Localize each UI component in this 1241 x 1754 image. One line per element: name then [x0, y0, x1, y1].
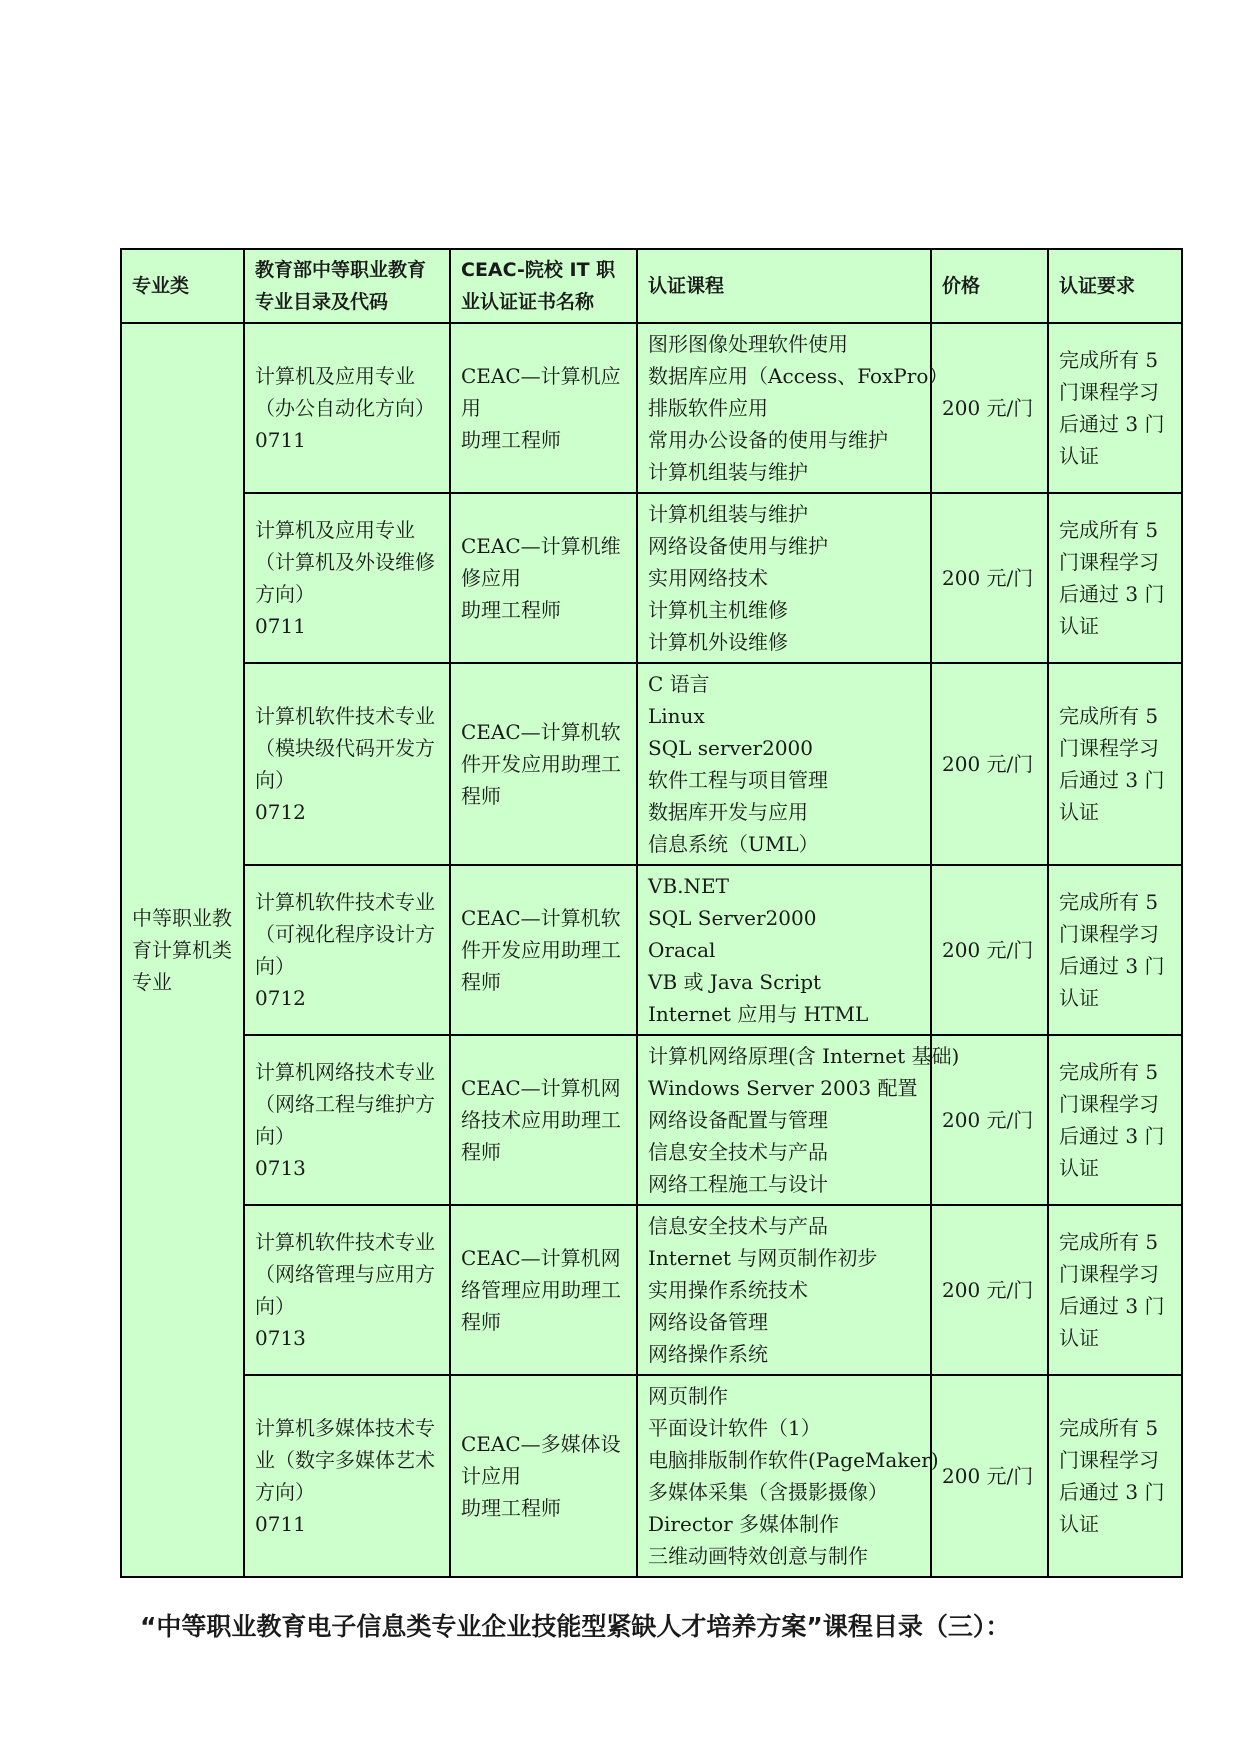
category-cell: 中等职业教育计算机类专业: [121, 323, 244, 1577]
major-cell: [244, 1205, 450, 1375]
major-cell-line: 0711: [255, 428, 306, 452]
courses-cell: [637, 1375, 939, 1577]
major-cell: [244, 663, 450, 865]
courses-cell-line: 网络工程施工与设计: [648, 1172, 828, 1196]
requirement-cell: 完成所有 5 门课程学习后通过 3 门认证: [1048, 1035, 1182, 1205]
courses-cell-line: 实用网络技术: [648, 566, 768, 590]
cert-cell-line: CEAC—多媒体设计应用: [461, 1432, 621, 1488]
cert-cell-line: 助理工程师: [461, 428, 561, 452]
cert-cell: [450, 323, 637, 493]
courses-cell-line: 数据库应用（Access、FoxPro）: [648, 364, 949, 388]
cert-cell-line: CEAC—计算机软件开发应用助理工程师: [461, 906, 621, 994]
major-cell: [244, 323, 450, 493]
price-cell: 200 元/门: [931, 1205, 1048, 1375]
courses-cell-line: 数据库开发与应用: [648, 800, 808, 824]
major-cell-line: 计算机软件技术专业（网络管理与应用方向）: [255, 1230, 435, 1318]
courses-cell-line: VB.NET: [648, 874, 729, 898]
major-cell-line: 0711: [255, 1512, 306, 1536]
major-cell: [244, 1375, 450, 1577]
cert-cell: [450, 1035, 637, 1205]
requirement-cell: 完成所有 5 门课程学习后通过 3 门认证: [1048, 1205, 1182, 1375]
requirement-cell: 完成所有 5 门课程学习后通过 3 门认证: [1048, 1375, 1182, 1577]
courses-cell-line: 软件工程与项目管理: [648, 768, 828, 792]
table-row: [121, 1205, 1182, 1375]
cert-cell-line: CEAC—计算机软件开发应用助理工程师: [461, 720, 621, 808]
price-cell: 200 元/门: [931, 865, 1048, 1035]
courses-cell-line: Director 多媒体制作: [648, 1512, 840, 1536]
cert-cell-line: CEAC—计算机网络技术应用助理工程师: [461, 1076, 621, 1164]
table-row: [121, 663, 1182, 865]
price-cell: 200 元/门: [931, 1375, 1048, 1577]
cert-cell: [450, 1205, 637, 1375]
header-price: 价格: [931, 249, 1048, 323]
cert-cell-line: 助理工程师: [461, 598, 561, 622]
table-row: [121, 1035, 1182, 1205]
header-cert-name: CEAC-院校 IT 职业认证证书名称: [450, 249, 637, 323]
table-row: [121, 1375, 1182, 1577]
major-cell-line: （计算机及外设维修方向）: [255, 550, 435, 606]
cert-cell-line: CEAC—计算机应用: [461, 364, 621, 420]
courses-cell-line: Internet 与网页制作初步: [648, 1246, 878, 1270]
cert-cell: [450, 1375, 637, 1577]
requirement-cell: 完成所有 5 门课程学习后通过 3 门认证: [1048, 493, 1182, 663]
cert-cell-line: CEAC—计算机维修应用: [461, 534, 621, 590]
price-cell: 200 元/门: [931, 323, 1048, 493]
header-major-directory: 教育部中等职业教育专业目录及代码: [244, 249, 450, 323]
courses-cell: [637, 663, 931, 865]
table-row: [121, 323, 1182, 493]
price-cell: 200 元/门: [931, 663, 1048, 865]
courses-cell-line: 图形图像处理软件使用: [648, 332, 848, 356]
courses-cell-line: SQL server2000: [648, 736, 813, 760]
courses-cell-line: 信息安全技术与产品: [648, 1140, 828, 1164]
cert-cell-line: CEAC—计算机网络管理应用助理工程师: [461, 1246, 621, 1334]
major-cell: [244, 493, 450, 663]
courses-cell-line: 信息系统（UML）: [648, 832, 819, 856]
courses-cell-line: SQL Server2000: [648, 906, 817, 930]
section-caption: “中等职业教育电子信息类专业企业技能型紧缺人才培养方案”课程目录（三）：: [140, 1612, 1011, 1641]
courses-cell-line: 信息安全技术与产品: [648, 1214, 828, 1238]
courses-cell-line: C 语言: [648, 672, 710, 696]
courses-cell-line: 常用办公设备的使用与维护: [648, 428, 888, 452]
courses-cell-line: 计算机主机维修: [648, 598, 788, 622]
requirement-cell: 完成所有 5 门课程学习后通过 3 门认证: [1048, 663, 1182, 865]
courses-cell-line: 电脑排版制作软件(PageMaker): [648, 1448, 939, 1472]
courses-cell: [637, 865, 931, 1035]
courses-cell-line: 计算机组装与维护: [648, 460, 808, 484]
courses-cell-line: Linux: [648, 704, 705, 728]
courses-cell-line: 网络设备管理: [648, 1310, 768, 1334]
courses-cell: [637, 1035, 960, 1205]
major-cell-line: 计算机软件技术专业（可视化程序设计方向）: [255, 890, 435, 978]
header-category: 专业类: [121, 249, 244, 323]
header-requirement: 认证要求: [1048, 249, 1182, 323]
cert-cell: [450, 663, 637, 865]
major-cell-line: 0713: [255, 1326, 306, 1350]
major-cell-line: 计算机多媒体技术专业（数字多媒体艺术方向）: [255, 1416, 435, 1504]
major-cell-line: （办公自动化方向）: [255, 396, 435, 420]
courses-cell-line: 排版软件应用: [648, 396, 768, 420]
major-cell-line: 计算机网络技术专业（网络工程与维护方向）: [255, 1060, 435, 1148]
cert-cell: [450, 493, 637, 663]
table-row: [121, 493, 1182, 663]
courses-cell-line: 计算机组装与维护: [648, 502, 808, 526]
major-cell-line: 0713: [255, 1156, 306, 1180]
courses-cell-line: 计算机网络原理(含 Internet 基础): [648, 1044, 960, 1068]
courses-cell-line: Internet 应用与 HTML: [648, 1002, 869, 1026]
courses-cell-line: 网络设备配置与管理: [648, 1108, 828, 1132]
courses-cell: [637, 493, 931, 663]
cert-cell: [450, 865, 637, 1035]
courses-cell-line: 计算机外设维修: [648, 630, 788, 654]
requirement-cell: 完成所有 5 门课程学习后通过 3 门认证: [1048, 323, 1182, 493]
price-cell: 200 元/门: [931, 1035, 1048, 1205]
courses-cell-line: 平面设计软件（1）: [648, 1416, 821, 1440]
courses-cell: [637, 323, 949, 493]
courses-cell-line: Oracal: [648, 938, 716, 962]
major-cell-line: 计算机及应用专业: [255, 364, 415, 388]
major-cell-line: 计算机软件技术专业（模块级代码开发方向）: [255, 704, 435, 792]
major-cell-line: 0712: [255, 800, 306, 824]
major-cell: [244, 865, 450, 1035]
requirement-cell: 完成所有 5 门课程学习后通过 3 门认证: [1048, 865, 1182, 1035]
courses-cell-line: VB 或 Java Script: [648, 970, 822, 994]
price-cell: 200 元/门: [931, 493, 1048, 663]
table-row: [121, 865, 1182, 1035]
cert-cell-line: 助理工程师: [461, 1496, 561, 1520]
courses-cell-line: 网络操作系统: [648, 1342, 768, 1366]
major-cell-line: 0711: [255, 614, 306, 638]
certification-table: [120, 248, 1183, 1578]
courses-cell-line: 多媒体采集（含摄影摄像）: [648, 1480, 888, 1504]
courses-cell-line: Windows Server 2003 配置: [648, 1076, 918, 1100]
major-cell-line: 0712: [255, 986, 306, 1010]
header-courses: 认证课程: [637, 249, 931, 323]
major-cell: [244, 1035, 450, 1205]
courses-cell-line: 网络设备使用与维护: [648, 534, 828, 558]
courses-cell-line: 网页制作: [648, 1384, 728, 1408]
courses-cell-line: 三维动画特效创意与制作: [648, 1544, 868, 1568]
courses-cell-line: 实用操作系统技术: [648, 1278, 808, 1302]
courses-cell: [637, 1205, 931, 1375]
major-cell-line: 计算机及应用专业: [255, 518, 415, 542]
header-row: [121, 249, 1182, 323]
